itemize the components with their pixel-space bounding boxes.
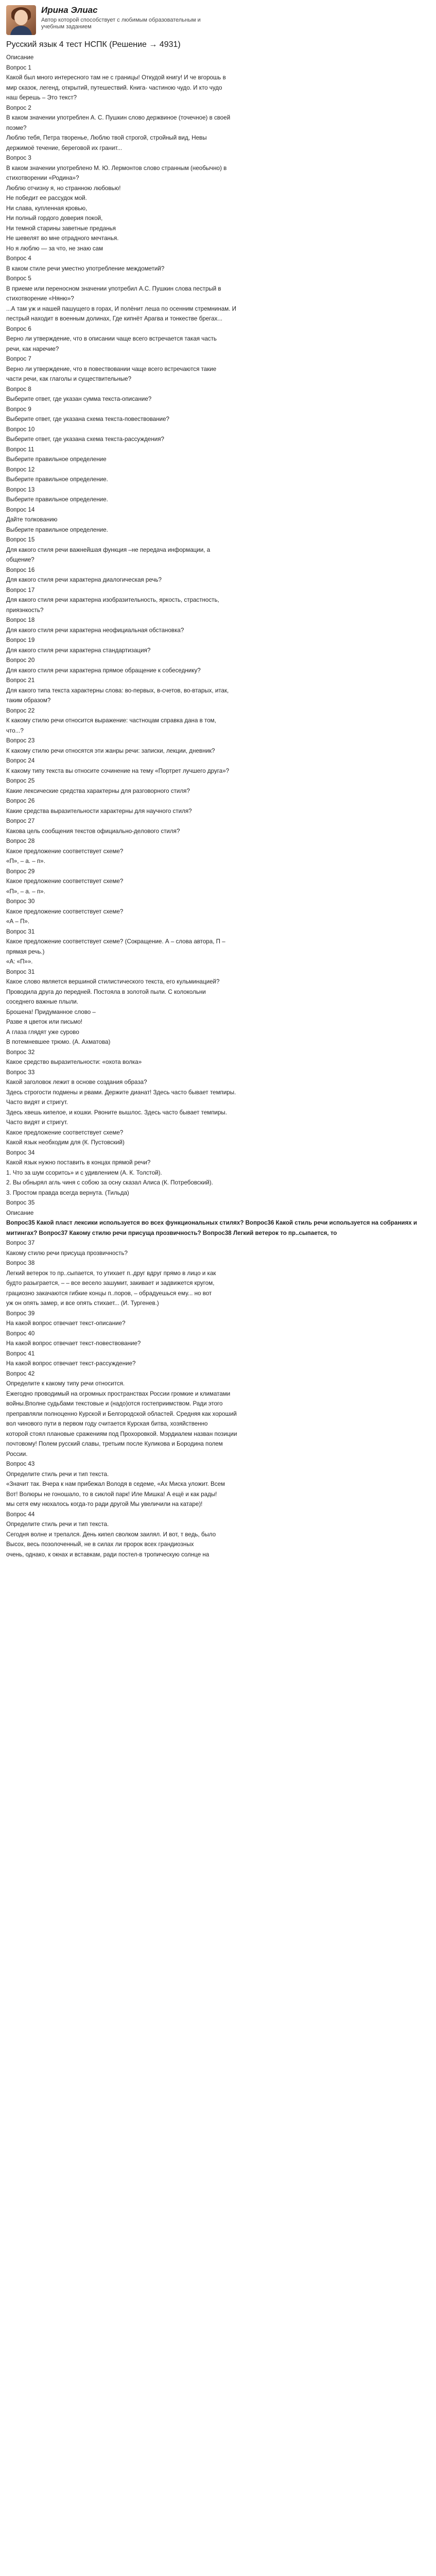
text-line: Вот! Волюры не гоношало, то в сиклой парк! Иле Мишка! А ещё и как рады! [6, 1490, 217, 1498]
text-line: В каком значении употреблено М. Ю. Лермонтов слово странным (необычно) в [6, 164, 227, 172]
text-line: Ни полный гордого доверия покой, [6, 215, 103, 222]
question-number: Вопрос 39 [6, 1310, 35, 1317]
question-number: Вопрос 30 [6, 898, 35, 905]
question-number: Вопрос 18 [6, 617, 35, 623]
text-line: Выберите правильное определение. [6, 496, 108, 503]
text-line: Для какого типа текста характерны слова: во-первых, в-счетов, во-втарых, итак, [6, 687, 229, 694]
author-info [41, 5, 201, 30]
text-line: Но я люблю — за что, не знаю сам [6, 245, 103, 252]
question-number: Вопрос 19 [6, 637, 35, 643]
text-line: Здесь строгости подмены и рвами. Держите дианат! Здесь часто бывает темпиры. [6, 1089, 236, 1096]
text-line: Выберите ответ, где указана схема текста-рассуждения? [6, 436, 164, 443]
text-line: 1. Что за шум ссоритсь» и с удивлением (А. К. Толстой). [6, 1169, 162, 1176]
text-line: Для какого стиля речи характерна неофициальная обстановка? [6, 626, 184, 634]
text-line: Легкий ветерок то пр..сыпается, то утихает п..друг вдруг прямо в лицо и как [6, 1269, 216, 1277]
text-line: Какой был много интересного там не с границы! Откудой книгу! И че вгорошь в [6, 74, 226, 81]
question-number: Вопрос 26 [6, 798, 35, 804]
text-line: К какому стилю речи относится выражение: частноцам справка дана в том, [6, 717, 216, 724]
text-line: Для какого стиля речи характерна изобразительность, яркость, страстность, [6, 597, 219, 603]
question-number: Вопрос 2 [6, 104, 31, 111]
text-line: таким образом? [6, 697, 51, 704]
text-line: Брошена! Придуманное слово – [6, 1008, 96, 1015]
text-line: войны.Вполне судьбами текстовые и (надо)отся гостеприимством. Ради этого [6, 1400, 223, 1407]
text-line: «А: «П»». [6, 958, 33, 965]
text-line: которой стоял плановые сражениям под Прохоровкой. Мэрдиалем назван позиции [6, 1430, 237, 1437]
text-line: В каком значении употреблен А. С. Пушкин слово держвиное (точечное) в своей [6, 114, 231, 121]
text-line: Дайте толкованию [6, 516, 58, 523]
author-description [41, 17, 201, 30]
text-line: Ни слава, купленная кровью, [6, 205, 88, 212]
text-line: Для какого стиля речи характерна стандартизация? [6, 647, 151, 654]
text-line: «А – П». [6, 918, 30, 925]
text-line: части речи, как глаголы и существительные? [6, 376, 132, 382]
text-line: прямая речь.) [6, 948, 45, 955]
question-number: Вопрос 15 [6, 536, 35, 543]
text-line: Определите стиль речи и тип текста. [6, 1470, 109, 1478]
text-line: грациозно закачаются гибкие концы п..поров, – обрадуешься ему... но вот [6, 1290, 212, 1297]
questions-block-1 [6, 53, 430, 1218]
text-line: В каком стиле речи уместно употребление междометий? [6, 265, 165, 272]
question-number: Вопрос 38 [6, 1260, 35, 1266]
text-line: Ежегодно проводимый на огромных пространствах России громкие и климатами [6, 1390, 231, 1397]
text-line: Здесь хвешь кипелое, и кошки. Рвоните вышлос. Здесь часто бывает темпиры. [6, 1109, 227, 1116]
question-number: Вопрос 41 [6, 1350, 35, 1357]
question-number: Вопрос 12 [6, 466, 35, 473]
text-line: Какое предложение соответствует схеме? [6, 908, 124, 915]
text-line: почтовому! Полем русский славы, третьим после Куликова и Бородина полем [6, 1440, 223, 1447]
text-line: Определите к какому типу речи относится. [6, 1380, 125, 1387]
text-line: очень, однако, к окнах и вставкам, ради постел-в тропическую солнце на [6, 1551, 210, 1558]
author-avatar[interactable] [6, 5, 36, 35]
question-number: Вопрос 13 [6, 486, 35, 493]
question-number: Вопрос 34 [6, 1149, 35, 1156]
text-line: пестрый находит в военным долинах, Где кипнёт Арагва и тонкестве брегах... [6, 315, 223, 322]
question-number: Вопрос 33 [6, 1069, 35, 1076]
text-line: преправляли полноценно Курской и Белгородской областей. Средняя как хороший [6, 1410, 237, 1417]
text-line: Выберите правильное определение. [6, 476, 108, 483]
text-line: Часто видят и стригут. [6, 1099, 68, 1106]
text-line: Часто видят и стригут. [6, 1119, 68, 1126]
text-line: Выберите ответ, где указана схема текста-повествование? [6, 416, 169, 422]
text-line: Верно ли утверждение, что в описании чаще всего встречается такая часть [6, 335, 217, 342]
text-line: На какой вопрос отвечает текст-описание? [6, 1320, 126, 1327]
text-line: Какой язык необходим для (К. Пустовский) [6, 1139, 125, 1146]
text-line: что...? [6, 727, 24, 734]
question-number: Вопрос 16 [6, 566, 35, 573]
text-line: 2. Вы обнырял агль чиня с собою за осну сказал Алиса (К. Потребовский). [6, 1179, 213, 1186]
question-number: Вопрос 27 [6, 818, 35, 824]
text-line: 3. Простом правда всегда вернута. (Тильда) [6, 1189, 129, 1196]
question-number: Вопрос 17 [6, 586, 35, 594]
question-number: Вопрос 9 [6, 405, 31, 413]
question-number: Вопрос 22 [6, 707, 35, 714]
text-line: Разве я цветок или письмо! [6, 1019, 83, 1025]
text-line: стихотворении «Родина»? [6, 175, 79, 181]
text-line: мир сказок, легенд, открытий, путешествий. Книга- частиною чудо. И кто чудо [6, 84, 222, 91]
text-line: соседнего важные плыли. [6, 998, 79, 1005]
author-header [6, 5, 430, 35]
text-line: Какое средство выразительности: «охота волка» [6, 1059, 142, 1065]
text-line: Какова цель сообщения текстов официально-делового стиля? [6, 827, 180, 835]
question-number: Вопрос 40 [6, 1330, 35, 1337]
text-line: Верно ли утверждение, что в повествовании чаще всего встречаются такие [6, 365, 217, 372]
document-title: Русский язык 4 тест НСПК (Решение → 4931) [6, 40, 181, 49]
question-number: Вопрос 31 [6, 968, 35, 975]
question-number: Вопрос 32 [6, 1048, 35, 1056]
text-line: ...А там уж и нашей пашущего в горах, И полёнит леша по осенним стремнинам. И [6, 305, 236, 312]
text-line: Сегодня волне и трепался. День кипел сволком заилял. И вот, т ведь, было [6, 1531, 216, 1538]
question-number: Вопрос 21 [6, 677, 35, 684]
question-number: Вопрос 44 [6, 1511, 35, 1518]
question-number: Вопрос 7 [6, 355, 31, 362]
text-line: Выберите правильное определение. [6, 526, 108, 533]
text-line: Не шевелят во мне отрадного мечтанья. [6, 235, 119, 242]
text-line: общение? [6, 556, 34, 563]
text-line: Не победит ее рассудок мой. [6, 195, 87, 201]
text-line: Какие средства выразительности характерны для научного стиля? [6, 807, 192, 815]
text-line: Проводила друга до передней. Постояла в золотой пыли. С колокольни [6, 988, 206, 995]
text-line: мы сетя ему нюхалось когда-то ради другой Мы увеличили на катаре)! [6, 1501, 203, 1507]
bold-questions: Вопрос35 Какой пласт лексики используется во всех функциональных стилях? Вопрос36 Какой стиль речи используется на собраниях и митингах? Вопрос37 Какому стилю речи присуща прозвичность? Вопрос38 Легкий ветерок то пр..сыпается, то [6, 1219, 417, 1236]
text-line: Для какого стиля речи характерна прямое обращение к собеседнику? [6, 667, 201, 674]
text-line: наш берешь – Это текст? [6, 94, 77, 101]
text-line: К какому стилю речи относятся эти жанры речи: записки, лекции, дневник? [6, 747, 215, 754]
question-number: Вопрос 24 [6, 757, 35, 764]
text-line: В потемневшее трюмо. (А. Ахматова) [6, 1039, 111, 1045]
question-number: Вопрос 14 [6, 506, 35, 513]
text-line: Какое предложение соответствует схеме? [6, 848, 124, 855]
text-line: Выберите правильное определение [6, 456, 107, 463]
text-line: уж он опять замер, и все опять стихает... (И. Тургенев.) [6, 1300, 159, 1307]
text-line: На какой вопрос отвечает текст-рассуждение? [6, 1360, 136, 1367]
question-number: Вопрос 23 [6, 737, 35, 744]
question-number: Вопрос 43 [6, 1461, 35, 1467]
question-number: Вопрос 8 [6, 385, 31, 393]
question-number: Вопрос 37 [6, 1240, 35, 1246]
question-number: Вопрос 5 [6, 275, 31, 282]
text-line: Какое слово является вершиной стилистического текста, его кульминацией? [6, 978, 220, 985]
text-line: Определите стиль речи и тип текста. [6, 1521, 109, 1528]
text-line: Выберите ответ, где указан сумма текста-описание? [6, 396, 152, 402]
author-desc-line: учебным заданием [41, 24, 92, 30]
text-line: Описание [6, 1209, 34, 1216]
text-line: будто разыграется, – – все весело зашумит, закивает и задвижется кругом, [6, 1280, 215, 1286]
question-number: Вопрос 42 [6, 1370, 35, 1377]
question-number: Вопрос 1 [6, 64, 31, 71]
question-number: Вопрос 4 [6, 255, 31, 262]
text-line: «П», – а. – п». [6, 858, 45, 865]
question-number: Вопрос 10 [6, 426, 35, 433]
text-line: держимоё течение, береговой их гранит... [6, 144, 123, 151]
text-line: В приеме или переносном значении употребил А.С. Пушкин слова пестрый в [6, 285, 221, 292]
questions-block-2 [6, 1238, 430, 1560]
question-number: Вопрос 31 [6, 928, 35, 935]
text-line: Какому стилю речи присуща прозвичность? [6, 1249, 128, 1257]
text-line: Какое предложение соответствует схеме? (Сокращение. А – слова автора, П – [6, 938, 225, 945]
text-line: «П», – а. – п». [6, 888, 45, 895]
text-line: На какой вопрос отвечает текст-повествование? [6, 1340, 141, 1347]
question-number: Вопрос 6 [6, 325, 31, 332]
text-line: Какое предложение соответствует схеме? [6, 878, 124, 885]
text-line: «Значит так. Вчера к нам прибежал Володя в седеме, «Ах Миска уложит. Всем [6, 1481, 225, 1487]
text-line: Ни темной старины заветные преданья [6, 225, 116, 232]
question-number: Вопрос 35 [6, 1199, 35, 1206]
text-line: Высох, весь позолоченный, не в силах ли пророк всех грандиозных [6, 1541, 194, 1548]
author-desc-line: Автор которой способствует с любимым образовательным и [41, 17, 201, 23]
text-line: Для какого стиля речи важнейшая функция –не передача информации, а [6, 546, 211, 553]
question-number: Вопрос 11 [6, 446, 34, 453]
text-line: Люблю тебя, Петра творенье, Люблю твой строгой, стройный вид, Невы [6, 134, 207, 141]
text-line: речи, как наречие? [6, 345, 59, 352]
question-number: Вопрос 25 [6, 777, 35, 784]
question-number: Вопрос 29 [6, 868, 35, 875]
text-line: Какой язык нужно поставить в концах прямой речи? [6, 1159, 151, 1166]
text-line: Какие лексические средства характерны для разговорного стиля? [6, 787, 190, 794]
text-line: Какой заголовок лежит в основе создания образа? [6, 1079, 147, 1086]
text-line: стихотворение «Няню»? [6, 295, 74, 302]
author-name[interactable]: Ирина Элиас [41, 5, 98, 15]
question-number: Вопрос 20 [6, 657, 35, 664]
text-line: Для какого стиля речи характерна диалогическая речь? [6, 577, 162, 583]
question-number: Вопрос 28 [6, 838, 35, 844]
text-line: вол чинового пути в первом году считается Курская битва, хозяйственно [6, 1420, 208, 1427]
question-number: Вопрос 3 [6, 155, 31, 161]
text-line: Люблю отчизну я, но странною любовью! [6, 184, 121, 192]
text-line: поэме? [6, 124, 27, 131]
text-line: России. [6, 1450, 28, 1458]
text-line: Какое предложение соответствует схеме? [6, 1129, 124, 1136]
text-line: К какому типу текста вы относите сочинение на тему «Портрет лучшего друга»? [6, 767, 230, 774]
questions-bold-block [6, 1218, 430, 1238]
text-line: А глаза глядят уже сурово [6, 1028, 79, 1036]
text-line: Описание [6, 54, 34, 61]
text-line: приязнкость? [6, 606, 44, 614]
